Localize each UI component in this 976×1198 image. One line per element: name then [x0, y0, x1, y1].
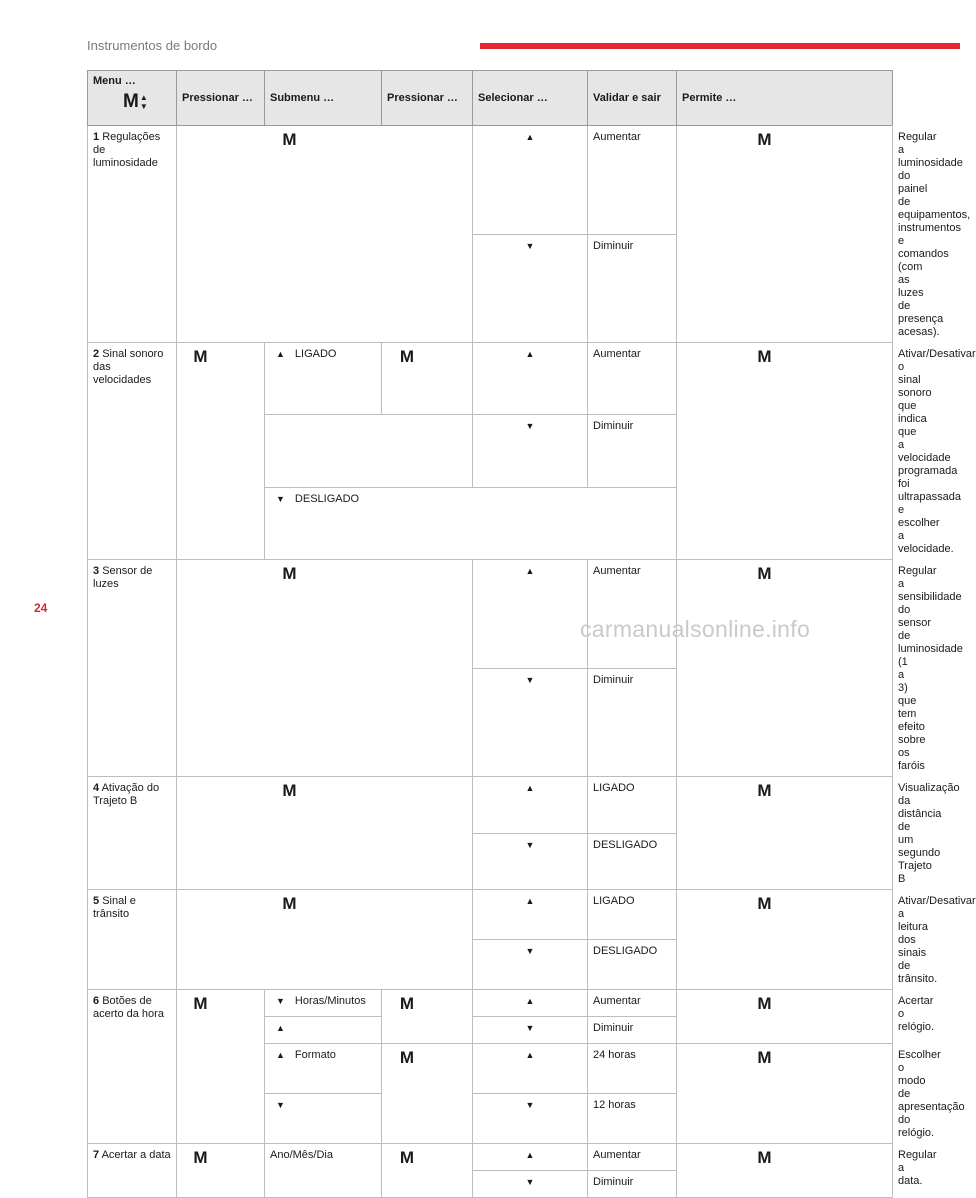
table-row: 7 Acertar a data M Ano/Mês/Dia M ▲ Aumentar M Regular a data.: [88, 1144, 893, 1171]
table-row: 6 Botões de acerto da hora M ▼ Horas/Minutos M ▲ Aumentar M Acertar o relógio.: [88, 990, 893, 1017]
down-arrow-icon: ▼: [276, 1100, 285, 1110]
press-key-cell: [177, 1144, 265, 1198]
submenu-hours-minutes: ▼ Horas/Minutos: [265, 990, 382, 1017]
col-header-select: Selecionar …: [473, 71, 588, 126]
m-key-icon: M: [282, 130, 297, 149]
submenu-format: ▲ Formato: [265, 1044, 382, 1094]
option-label: Aumentar: [588, 1144, 677, 1171]
table-row: 1 Regulações de luminosidade M ▲ Aumentar M Regular a luminosidade do painel de equipamentos, instrumentos e comandos (com as luzes de presença acesas).: [88, 126, 893, 235]
press-key-cell: [382, 343, 473, 415]
down-arrow-icon: ▼: [473, 833, 588, 890]
press-key-cell: [177, 990, 265, 1144]
down-arrow-icon: ▼: [473, 940, 588, 990]
m-key-icon: M: [757, 130, 772, 149]
validate-key-cell: [677, 777, 893, 890]
submenu-on: ▲ LIGADO: [265, 343, 382, 415]
m-key-icon: M: [399, 1048, 415, 1067]
press-key-cell: [382, 990, 473, 1044]
row-label: 7 Acertar a data: [88, 1144, 177, 1198]
col-header-validate: Validar e sair: [588, 71, 677, 126]
page-number: 24: [34, 601, 48, 615]
m-key-icon: M: [399, 994, 415, 1013]
down-arrow-icon: ▼: [473, 234, 588, 343]
validate-key-cell: [677, 126, 893, 343]
table-row: 5 Sinal e trânsito M ▲ LIGADO M Ativar/Desativar a leitura dos sinais de trânsito.: [88, 890, 893, 940]
m-key-icon: M: [193, 347, 208, 366]
down-arrow-icon: ▼: [473, 668, 588, 777]
option-label: Diminuir: [588, 234, 677, 343]
col-header-submenu: Submenu …: [265, 71, 382, 126]
down-arrow-icon: ▼: [473, 1094, 588, 1144]
row-label: 4 Ativação do Trajeto B: [88, 777, 177, 890]
submenu-off: ▼ DESLIGADO: [265, 487, 677, 559]
press-key-cell: [177, 560, 473, 777]
option-label: Aumentar: [588, 126, 677, 235]
table-row: 4 Ativação do Trajeto B M ▲ LIGADO M Visualização da distância de um segundo Trajeto B: [88, 777, 893, 834]
row-label: 1 Regulações de luminosidade: [88, 126, 177, 343]
press-key-cell: [177, 343, 265, 560]
m-key-icon: M: [757, 1148, 772, 1167]
m-key-icon: M: [282, 564, 297, 583]
up-arrow-icon: ▲: [473, 777, 588, 834]
option-label: Diminuir: [588, 1017, 677, 1044]
submenu-date: Ano/Mês/Dia: [265, 1144, 382, 1198]
table-row: ▲ Formato M ▲ 24 horas M Escolher o modo de apresentação do relógio.: [88, 1044, 893, 1094]
up-arrow-icon: ▲: [276, 1050, 285, 1060]
up-arrow-icon: ▲: [473, 343, 588, 415]
m-key-icon: M: [757, 994, 772, 1013]
m-key-icon: M: [757, 347, 772, 366]
press-key-cell: [382, 1044, 473, 1144]
section-title: Instrumentos de bordo: [87, 38, 218, 53]
m-key-icon: M: [757, 781, 772, 800]
option-label: Aumentar: [588, 560, 677, 669]
validate-key-cell: [677, 990, 893, 1044]
option-label: DESLIGADO: [588, 940, 677, 990]
validate-key-cell: [677, 890, 893, 990]
row-label: 3 Sensor de luzes: [88, 560, 177, 777]
down-arrow-icon: ▼: [276, 493, 285, 504]
option-label: DESLIGADO: [588, 833, 677, 890]
table-row: 3 Sensor de luzes M ▲ Aumentar M Regular a sensibilidade do sensor de luminosidade (1 a 3) que tem efeito sobre os faróis: [88, 560, 893, 669]
option-label: 12 horas: [588, 1094, 677, 1144]
m-key-icon: M: [193, 994, 208, 1013]
m-key-icon: M: [282, 781, 297, 800]
option-label: 24 horas: [588, 1044, 677, 1094]
option-label: LIGADO: [588, 777, 677, 834]
validate-key-cell: [677, 1044, 893, 1144]
down-arrow-icon: ▼: [473, 1171, 588, 1198]
up-arrow-icon: ▲: [473, 560, 588, 669]
watermark: carmanualsonline.info: [580, 616, 811, 642]
up-arrow-icon: ▲: [473, 1144, 588, 1171]
down-arrow-icon: ▼: [276, 996, 285, 1006]
validate-key-cell: [677, 343, 893, 560]
up-arrow-icon: ▲: [473, 1044, 588, 1094]
option-label: LIGADO: [588, 890, 677, 940]
m-key-icon: M: [757, 564, 772, 583]
col-header-press: Pressionar …: [177, 71, 265, 126]
col-header-press-2: Pressionar …: [382, 71, 473, 126]
row-label: 2 Sinal sonoro das velocidades: [88, 343, 177, 560]
press-key-cell: [177, 777, 473, 890]
m-key-icon: M: [399, 347, 415, 366]
validate-key-cell: [677, 560, 893, 777]
option-label: Diminuir: [588, 415, 677, 487]
option-label: Diminuir: [588, 1171, 677, 1198]
m-key-icon: M: [757, 894, 772, 913]
option-label: Aumentar: [588, 343, 677, 415]
m-key-icon: M: [282, 894, 297, 913]
menu-key-icon: M▲ ▼: [123, 91, 148, 113]
down-arrow-icon: ▼: [473, 1017, 588, 1044]
header-row: [88, 71, 893, 126]
option-label: Aumentar: [588, 990, 677, 1017]
row-label: 5 Sinal e trânsito: [88, 890, 177, 990]
press-key-cell: [177, 890, 473, 990]
m-key-icon: M: [193, 1148, 208, 1167]
row-label: 6 Botões de acerto da hora: [88, 990, 177, 1144]
up-arrow-icon: ▲: [276, 349, 285, 359]
up-arrow-icon: ▲: [473, 890, 588, 940]
option-label: Diminuir: [588, 668, 677, 777]
table-row: 2 Sinal sonoro das velocidades M ▲ LIGADO M ▲ Aumentar M Ativar/Desativar o sinal sonoro que indica que a velocidade programada foi ultrapassada e escolher a velocidade.: [88, 343, 893, 415]
section-accent-bar: [480, 43, 960, 49]
col-header-menu: Menu … M▲ ▼: [88, 71, 177, 126]
m-key-icon: M: [757, 1048, 772, 1067]
m-key-icon: M: [399, 1148, 415, 1167]
validate-key-cell: [677, 1144, 893, 1198]
press-key-cell: [177, 126, 473, 343]
col-header-permit: Permite …: [677, 71, 893, 126]
press-key-cell: [382, 1144, 473, 1198]
up-arrow-icon: ▲: [473, 126, 588, 235]
up-arrow-icon: ▲: [276, 1023, 285, 1033]
up-arrow-icon: ▲: [473, 990, 588, 1017]
down-arrow-icon: ▼: [473, 415, 588, 487]
